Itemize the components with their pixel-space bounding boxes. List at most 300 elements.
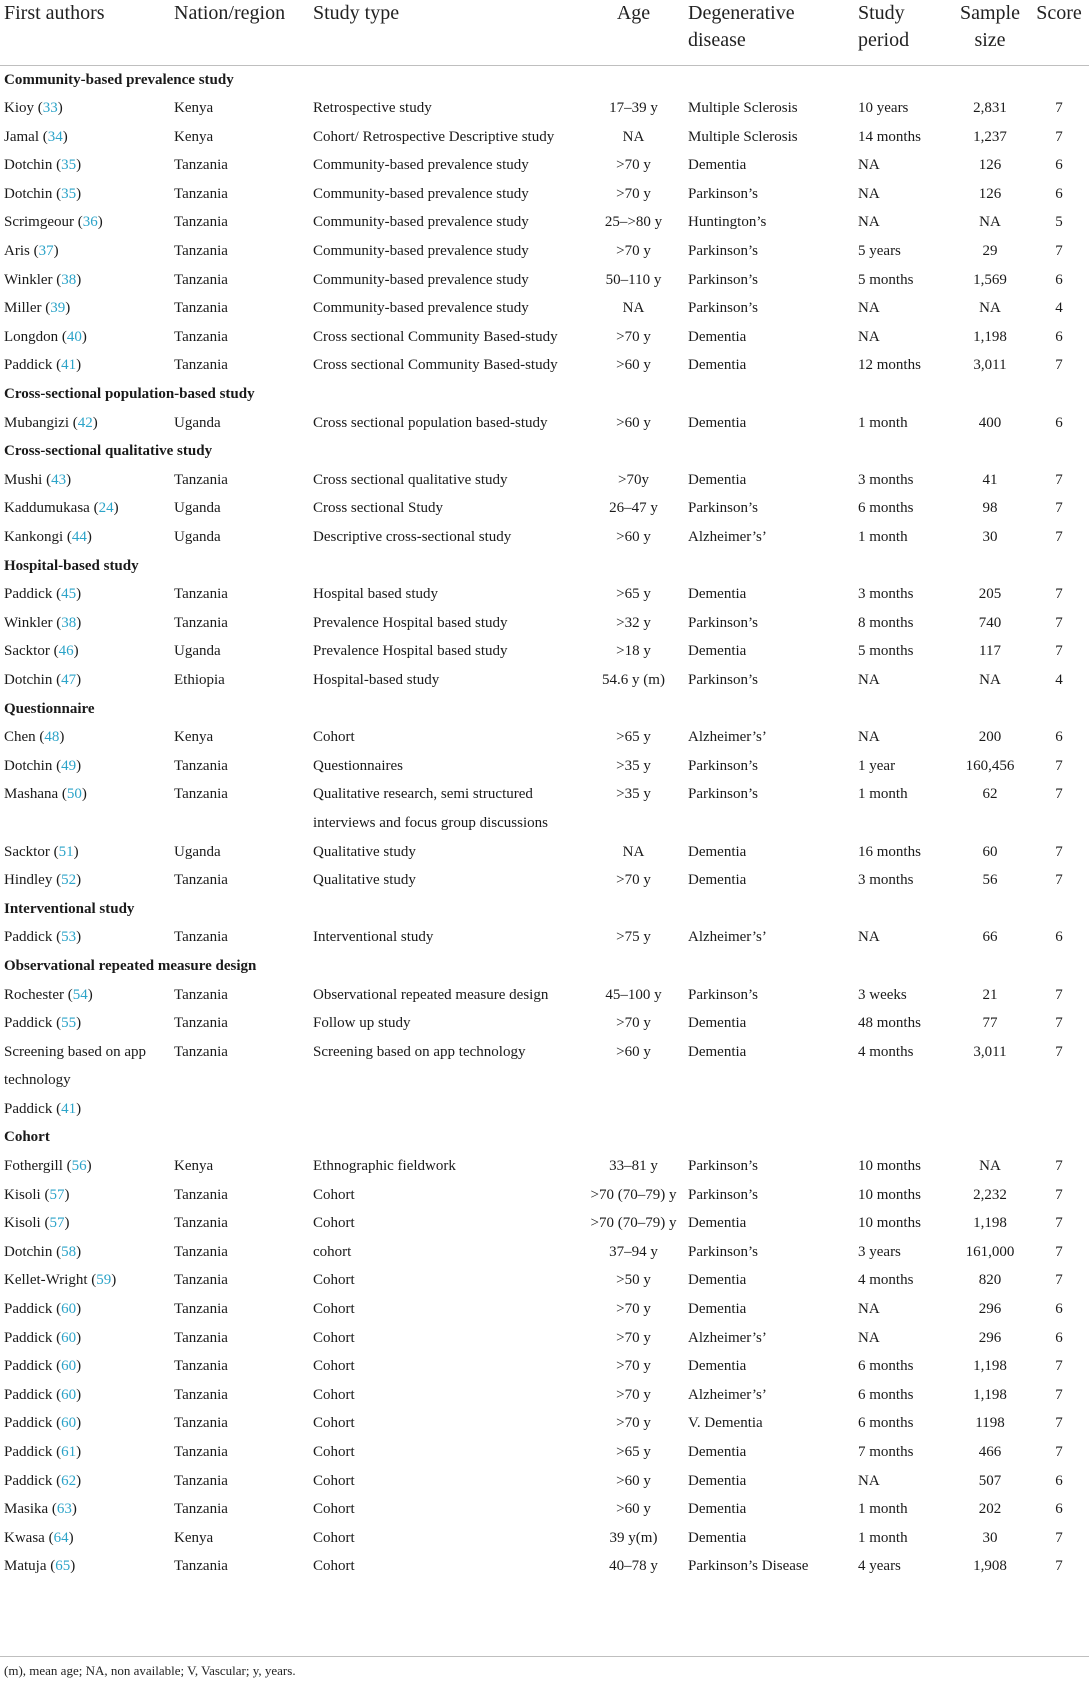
cell-nation: Tanzania [174,614,228,631]
cell-disease [686,1095,856,1124]
cell-disease: Parkinson’s [688,786,759,803]
cell-sample-size: 740 [978,614,1002,631]
section-row [0,437,1089,466]
cell-author: Jamal (34) [4,128,68,145]
cell-author: Masika (63) [4,1501,77,1518]
cell-study-period: 5 months [858,271,914,288]
reference-link[interactable]: 61 [61,1444,77,1460]
reference-link[interactable]: 36 [82,214,98,231]
reference-link[interactable]: 62 [61,1472,77,1489]
cell-nation: Tanzania [174,185,228,202]
cell-nation: Tanzania [174,1415,228,1432]
cell-study-period: NA [858,929,880,946]
reference-link[interactable]: 60 [61,1329,77,1346]
reference-link[interactable]: 65 [55,1558,71,1575]
reference-link[interactable]: 51 [58,843,74,860]
reference-link[interactable]: 45 [61,586,77,603]
cell-sample-size: 21 [982,986,998,1003]
cell-study-period: 1 month [858,1529,908,1546]
cell-nation: Uganda [174,529,221,545]
cell-study-type: Descriptive cross-sectional study [313,529,512,545]
cell-nation: Tanzania [174,1043,228,1060]
cell-age: NA [622,300,645,317]
reference-link[interactable]: 52 [61,872,77,889]
author-name: Jamal [4,128,39,145]
cell-sample-size: 1,569 [973,271,1007,288]
cell-score: 7 [1055,986,1063,1003]
cell-disease: Dementia [688,1015,747,1032]
cell-sample-size: 2,831 [973,100,1007,117]
reference-link[interactable]: 38 [61,614,77,631]
author-name: Chen [4,729,36,746]
cell-age: >70 y [616,328,651,345]
cell-author: Kankongi (44) [4,529,92,545]
author-name: Paddick [4,1100,53,1117]
cell-author [0,1038,172,1095]
cell-score: 7 [1055,1243,1063,1260]
cell-disease: Dementia [688,1501,747,1518]
cell-score: 4 [1055,300,1063,317]
reference-link[interactable]: 50 [66,786,82,803]
cell-sample-size: 296 [978,1301,1002,1318]
section-title: Interventional study [4,900,135,917]
cell-nation: Kenya [174,729,214,746]
cell-disease: Dementia [688,157,747,174]
table-row [0,409,1089,438]
author-name: Kellet-Wright [4,1272,88,1289]
cell-author: Fothergill (56) [4,1158,92,1175]
cell-study-type: Community-based prevalence study [313,271,529,288]
cell-disease: Huntington’s [688,214,767,231]
reference-link[interactable]: 46 [58,643,74,660]
cell-sample-size: 296 [978,1329,1002,1346]
author-name: Paddick [4,1386,53,1403]
header-score: Score [1036,2,1082,24]
table-row [0,666,1089,695]
reference-link[interactable]: 59 [96,1272,112,1289]
table-header [0,0,1089,65]
cell-score: 7 [1055,471,1063,488]
cell-study-period: NA [858,671,880,688]
cell-sample-size: 98 [982,500,998,517]
author-name: Paddick [4,1358,53,1375]
reference-link[interactable]: 58 [61,1243,77,1260]
author-name: Paddick [4,1472,53,1489]
cell-disease: Multiple Sclerosis [688,100,798,117]
cell-disease: Alzheimer’s’ [688,929,767,946]
cell-age: >70 y [616,1329,651,1346]
cell-disease: Dementia [688,1472,747,1489]
section-row [0,895,1089,924]
table-row [0,237,1089,266]
table-row [0,351,1089,380]
section-title: Cross-sectional qualitative study [4,443,213,460]
cell-sample-size: 202 [978,1501,1002,1518]
reference-link[interactable]: 57 [49,1186,65,1203]
author-name: Sacktor [4,843,50,860]
cell-nation: Kenya [174,100,214,117]
cell-author: Dotchin (49) [4,757,82,774]
cell-score: 7 [1055,1358,1063,1375]
reference-link[interactable]: 41 [61,357,77,374]
author-name: Paddick [4,586,53,603]
cell-study-period: 10 years [858,100,909,117]
header-study-type: Study type [313,2,400,24]
cell-sample-size: 66 [982,929,998,946]
cell-author: Sacktor (46) [4,643,79,660]
table-row [0,494,1089,523]
cell-age: >35 y [616,786,651,803]
cell-study-type: Community-based prevalence study [313,243,529,260]
table-row [0,180,1089,209]
author-name: Sacktor [4,643,50,660]
table-row [0,266,1089,295]
section-title: Community-based prevalence study [4,71,234,88]
cell-age: 50–110 y [605,271,662,288]
cell-study-type: Prevalence Hospital based study [313,643,508,660]
cell-age: 39 y(m) [609,1529,658,1546]
author-name: Kaddumukasa [4,500,90,517]
reference-link[interactable]: 53 [61,929,77,946]
cell-author: Hindley (52) [4,872,82,889]
cell-age: >70 y [616,243,651,260]
cell-nation: Kenya [174,1529,214,1546]
cell-score: 7 [1055,1444,1063,1460]
cell-score: 7 [1055,1558,1063,1575]
cell-age: >70 y [616,1386,651,1403]
cell-study-type: Cohort [313,1215,355,1232]
cell-score: 7 [1055,1158,1063,1175]
cell-study-period: NA [858,185,880,202]
cell-nation: Tanzania [174,1501,228,1518]
author-name: Paddick [4,1015,53,1032]
cell-author: Kisoli (57) [4,1215,70,1232]
reference-link[interactable]: 64 [53,1529,69,1546]
cell-study-period: NA [858,729,880,746]
cell-sample-size: 41 [982,471,998,488]
cell-score: 6 [1055,271,1063,288]
author-name: Fothergill [4,1158,63,1175]
reference-link[interactable]: 54 [72,986,88,1003]
cell-author: Paddick (53) [4,929,82,946]
reference-link[interactable]: 42 [77,414,93,431]
cell-sample-size: 30 [982,1529,998,1546]
cell-score: 7 [1055,786,1063,803]
table-row [0,637,1089,666]
cell-study-period: 3 months [858,471,914,488]
cell-nation: Tanzania [174,1329,228,1346]
cell-study-period: 3 months [858,586,914,603]
cell-study-type: Follow up study [313,1015,411,1032]
cell-nation: Tanzania [174,214,228,231]
cell-age: >32 y [616,614,651,631]
cell-score: 4 [1055,671,1063,688]
cell-author: Kisoli (57) [4,1186,70,1203]
cell-author: Paddick (41) [4,357,82,374]
header-nation-region: Nation/region [174,2,286,24]
cell-age: >50 y [616,1272,651,1289]
author-name: Paddick [4,1301,53,1318]
cell-score: 7 [1055,500,1063,517]
cell-score: 7 [1055,843,1063,860]
reference-link[interactable]: 33 [42,100,58,117]
cell-study-period: NA [858,1472,880,1489]
cell-sample-size: 60 [982,843,998,860]
cell-disease: Parkinson’s [688,500,759,517]
cell-study-type: Cohort [313,1329,355,1346]
cell-score: 7 [1055,757,1063,774]
cell-study-type: Cross sectional population based-study [313,414,548,431]
cell-nation: Tanzania [174,300,228,317]
cell-score: 6 [1055,328,1063,345]
cell-study-period: 14 months [858,128,921,145]
author-name: Matuja [4,1558,47,1575]
reference-link[interactable]: 37 [38,243,54,260]
cell-nation: Uganda [174,500,221,517]
cell-score: 7 [1055,243,1063,260]
cell-score: 6 [1055,729,1063,746]
cell-age: >70 y [616,1358,651,1375]
cell-score: 7 [1055,128,1063,145]
cell-age [581,1095,686,1124]
table-row [0,1266,1089,1295]
cell-nation: Tanzania [174,1558,228,1575]
reference-link[interactable]: 43 [51,471,67,488]
cell-disease: Dementia [688,1272,747,1289]
table-row [0,123,1089,152]
author-name: Paddick [4,1444,53,1460]
cell-nation: Tanzania [174,1301,228,1318]
cell-sample-size: 820 [978,1272,1002,1289]
cell-study-type: Cohort [313,1501,355,1518]
author-name: Aris [4,243,30,260]
author-name: Kwasa [4,1529,45,1546]
table-row [0,208,1089,237]
reference-link[interactable]: 60 [61,1415,77,1432]
table-body [0,65,1089,1581]
cell-score: 6 [1055,1501,1063,1518]
cell-study-type: Cohort [313,1272,355,1289]
reference-link[interactable]: 40 [66,328,82,345]
cell-nation: Tanzania [174,586,228,603]
cell-score: 7 [1055,586,1063,603]
cell-author: Paddick (60) [4,1329,82,1346]
cell-disease: Dementia [688,1529,747,1546]
cell-score: 7 [1055,872,1063,889]
table-row [0,723,1089,752]
cell-nation: Tanzania [174,1215,228,1232]
cell-score: 6 [1055,185,1063,202]
cell-author: Mushi (43) [4,471,72,488]
cell-disease: Parkinson’s Disease [688,1558,809,1575]
section-row [0,952,1089,981]
cell-sample-size: 1,908 [973,1558,1007,1575]
reference-link[interactable]: 44 [71,529,87,545]
cell-sample-size: 507 [978,1472,1002,1489]
cell-score: 7 [1055,1272,1063,1289]
reference-link[interactable]: 35 [61,157,77,174]
cell-nation: Tanzania [174,757,228,774]
cell-author: Miller (39) [4,300,71,317]
cell-disease: Alzheimer’s’ [688,1329,767,1346]
cell-age: >75 y [616,929,651,946]
cell-age: >70 y [616,1301,651,1318]
cell-nation: Uganda [174,643,221,660]
author-name: Winkler [4,614,53,631]
cell-author: Kioy (33) [4,100,63,117]
reference-link[interactable]: 38 [61,271,77,288]
table-row [0,1524,1089,1553]
reference-link[interactable]: 48 [44,729,60,746]
cell-sample-size: 466 [978,1444,1002,1460]
cell-sample-size: 161,000 [965,1243,1015,1260]
cell-age: >60 y [616,357,651,374]
cell-disease: Dementia [688,1301,747,1318]
cell-study-type [311,1095,581,1124]
cell-score: 7 [1055,1415,1063,1432]
author-name: Miller [4,300,42,317]
table-row [0,923,1089,952]
cell-author: Chen (48) [4,729,65,746]
cell-age: 37–94 y [609,1243,658,1260]
cell-nation: Ethiopia [174,671,225,688]
cell-study-period: 4 years [858,1558,901,1575]
cell-study-type: Community-based prevalence study [313,185,529,202]
cell-sample-size: 117 [979,643,1001,660]
cell-age: >70 y [616,872,651,889]
cell-sample-size: NA [979,1158,1001,1175]
cell-study-type: cohort [313,1243,352,1260]
cell-disease: Alzheimer’s’ [688,529,767,545]
cell-author: Kellet-Wright (59) [4,1272,117,1289]
cell-score: 7 [1055,1186,1063,1203]
cell-disease: Dementia [688,1358,747,1375]
cell-age: >70 (70–79) y [590,1186,677,1203]
cell-study-type: Cross sectional Community Based-study [313,328,558,345]
cell-study-type: Cross sectional qualitative study [313,471,508,488]
author-name: Kankongi [4,529,64,545]
cell-author: Matuja (65) [4,1558,76,1575]
cell-age: 33–81 y [609,1158,658,1175]
table-row [0,1152,1089,1181]
reference-link[interactable]: 49 [61,757,77,774]
cell-disease: Parkinson’s [688,986,759,1003]
cell-nation [172,1095,311,1124]
author-name: Mushi [4,471,43,488]
cell-nation: Kenya [174,128,214,145]
cell-disease: Parkinson’s [688,1186,759,1203]
author-name: Mubangizi [4,414,69,431]
table-row [0,1438,1089,1467]
reference-link[interactable]: 56 [71,1158,87,1175]
reference-link[interactable]: 60 [61,1386,77,1403]
cell-age: >60 y [616,1472,651,1489]
section-title: Cohort [4,1129,50,1146]
cell-study-type: Cohort [313,1358,355,1375]
cell-author: Paddick (60) [4,1415,82,1432]
cell-study-type: Cohort [313,1444,355,1460]
table-row [0,1095,1089,1124]
cell-nation: Uganda [174,843,221,860]
reference-link[interactable]: 55 [61,1015,77,1032]
cell-author: Paddick (60) [4,1358,82,1375]
cell-author: Paddick (60) [4,1301,82,1318]
cell-study-period: 16 months [858,843,921,860]
reference-link[interactable]: 34 [47,128,63,145]
author-name: Dotchin [4,157,53,174]
cell-study-period: NA [858,300,880,317]
cell-disease: Parkinson’s [688,1158,759,1175]
cell-sample-size: NA [979,671,1001,688]
author-name: Kioy [4,100,34,117]
cell-author: Dotchin (47) [4,671,82,688]
cell-study-type: Interventional study [313,929,434,946]
author-name: Kisoli [4,1215,41,1232]
table-row [0,1409,1089,1438]
cell-author: Paddick (41) [4,1100,82,1117]
cell-disease: Parkinson’s [688,300,759,317]
cell-age: >70 y [616,185,651,202]
cell-study-period: 6 months [858,1386,914,1403]
header-age: Age [616,2,651,24]
cell-study-period: NA [858,157,880,174]
reference-link[interactable]: 57 [49,1215,65,1232]
cell-author: Paddick (45) [4,586,82,603]
table-row [0,1381,1089,1410]
cell-nation: Tanzania [174,872,228,889]
cell-age: >60 y [616,1501,651,1518]
author-name: Screening based on app technology [4,1043,147,1089]
reference-link[interactable]: 39 [50,300,66,317]
reference-link[interactable]: 35 [61,185,77,202]
table-row [0,1038,1089,1095]
cell-study-period [856,1095,951,1124]
cell-study-type: Hospital based study [313,586,438,603]
section-row [0,695,1089,724]
cell-sample-size [951,1095,1029,1124]
cell-score: 7 [1055,1015,1063,1032]
cell-disease: Parkinson’s [688,614,759,631]
table-row [0,752,1089,781]
cell-study-period: 7 months [858,1444,914,1460]
reference-link[interactable]: 60 [61,1358,77,1375]
author-name: Dotchin [4,671,53,688]
table-row [0,1467,1089,1496]
author-name: Paddick [4,1329,53,1346]
cell-nation: Tanzania [174,1186,228,1203]
cell-age: >70y [618,471,649,488]
cell-score: 7 [1055,1529,1063,1546]
reference-link[interactable]: 41 [61,1100,77,1117]
cell-study-type: Cohort [313,1186,355,1203]
section-row [0,552,1089,581]
cell-score: 7 [1055,614,1063,631]
reference-link[interactable]: 63 [56,1501,72,1518]
reference-link[interactable]: 60 [61,1301,77,1318]
cell-age: >60 y [616,1043,651,1060]
cell-sample-size: NA [979,214,1001,231]
cell-age: NA [622,128,645,145]
cell-study-period: 1 month [858,414,908,431]
cell-author: Rochester (54) [4,986,93,1003]
reference-link[interactable]: 24 [98,500,114,517]
table-row [0,523,1089,552]
cell-study-period: 1 year [858,757,896,774]
cell-nation: Tanzania [174,271,228,288]
author-name: Winkler [4,271,53,288]
cell-nation: Tanzania [174,786,228,803]
reference-link[interactable]: 47 [61,671,77,688]
